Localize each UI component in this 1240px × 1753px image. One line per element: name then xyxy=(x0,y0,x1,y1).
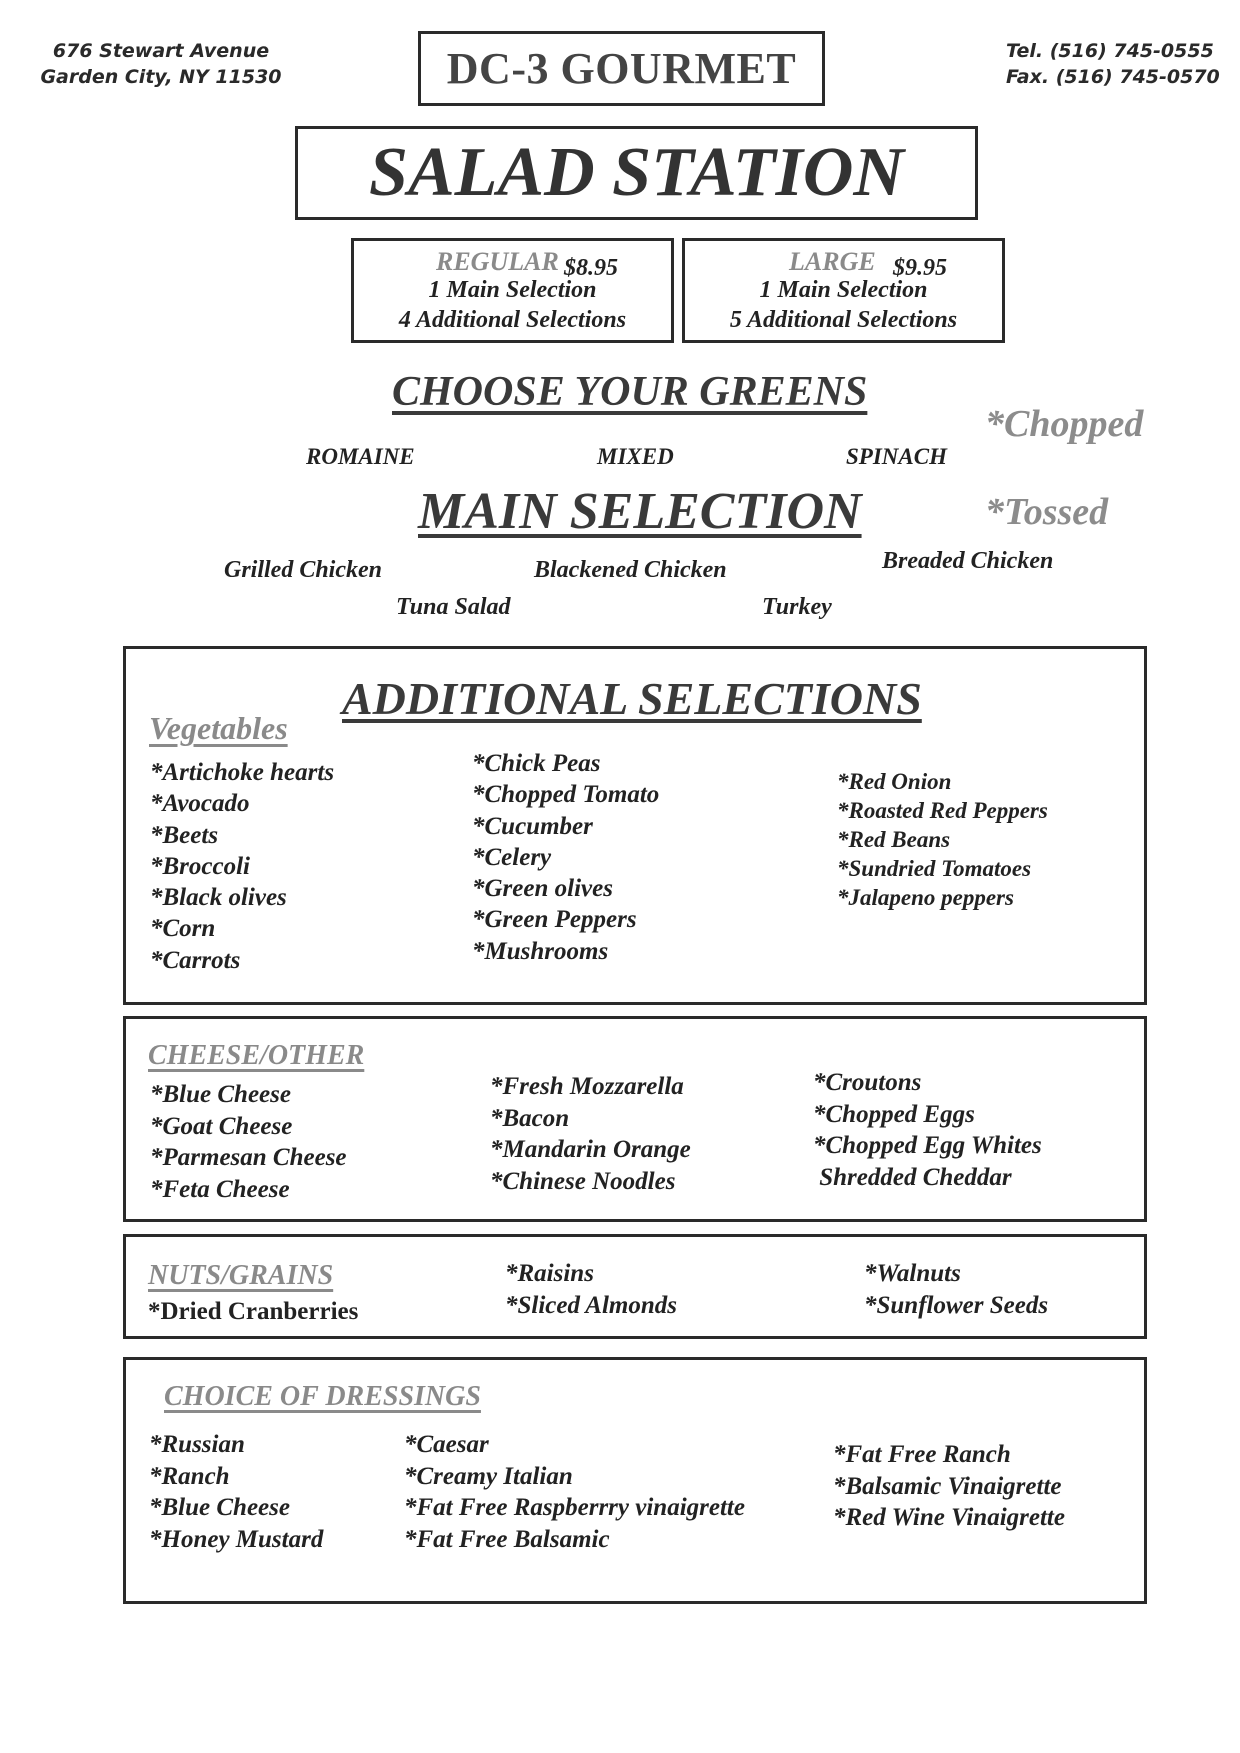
list-item: *Bacon xyxy=(490,1104,570,1132)
list-item: *Chinese Noodles xyxy=(490,1167,676,1195)
address-line-1: 676 Stewart Avenue xyxy=(52,40,270,62)
list-item: *Artichoke hearts xyxy=(150,759,335,786)
title-box xyxy=(295,126,978,220)
page-title: SALAD STATION xyxy=(369,134,904,211)
list-item: *Carrots xyxy=(150,946,241,974)
vegetables-column-2 xyxy=(472,748,659,967)
list-item: *Chopped Eggs xyxy=(813,1100,975,1128)
list-item: *Celery xyxy=(472,843,552,871)
list-item: *Raisins xyxy=(505,1260,594,1287)
nuts-grains-label: NUTS/GRAINS xyxy=(148,1260,334,1291)
list-item: *Walnuts xyxy=(864,1260,961,1287)
size-main-count: 1 Main Selection xyxy=(428,277,597,303)
cheese-column-2 xyxy=(490,1071,691,1197)
list-item: *Honey Mustard xyxy=(149,1525,324,1553)
size-price: $9.95 xyxy=(893,255,947,281)
list-item: *Green Peppers xyxy=(472,906,637,934)
list-item: *Chopped Egg Whites xyxy=(813,1132,1042,1159)
greens-heading: CHOOSE YOUR GREENS xyxy=(392,369,868,415)
main-option: Turkey xyxy=(762,594,832,620)
list-item: *Roasted Red Peppers xyxy=(837,798,1048,823)
dressings-column-1 xyxy=(149,1429,323,1555)
green-option: SPINACH xyxy=(846,444,947,469)
dressings-column-3 xyxy=(833,1439,1065,1534)
list-item: *Jalapeno peppers xyxy=(837,885,1014,910)
vegetables-column-3 xyxy=(837,767,1048,912)
size-additional-count: 4 Additional Selections xyxy=(398,307,627,333)
list-item: *Fat Free Ranch xyxy=(833,1441,1011,1468)
list-item: Shredded Cheddar xyxy=(813,1163,1012,1191)
tel-number: Tel. (516) 745-0555 xyxy=(1006,40,1214,62)
address-line-2: Garden City, NY 11530 xyxy=(40,66,282,88)
list-item: *Mushrooms xyxy=(472,937,609,965)
address-block xyxy=(26,38,296,90)
green-option: ROMAINE xyxy=(306,444,415,469)
nuts-column-2 xyxy=(505,1258,677,1321)
list-item: *Ranch xyxy=(149,1462,230,1490)
list-item: *Goat Cheese xyxy=(150,1112,293,1140)
vegetables-column-1 xyxy=(150,757,334,976)
dressings-label: CHOICE OF DRESSINGS xyxy=(164,1381,481,1412)
list-item: *Fat Free Raspberrry vinaigrette xyxy=(404,1494,745,1521)
dressings-column-2 xyxy=(404,1429,745,1555)
list-item: *Chopped Tomato xyxy=(472,781,660,809)
list-item: *Fresh Mozzarella xyxy=(490,1073,684,1100)
list-item: *Blue Cheese xyxy=(150,1081,291,1108)
list-item: *Red Beans xyxy=(837,827,951,852)
cheese-column-1 xyxy=(150,1079,347,1205)
list-item: *Sliced Almonds xyxy=(505,1291,678,1319)
list-item: *Red Wine Vinaigrette xyxy=(833,1504,1065,1531)
list-item: *Cucumber xyxy=(472,812,593,840)
main-option: Breaded Chicken xyxy=(882,548,1054,574)
brand-box xyxy=(418,31,825,106)
list-item: *Green olives xyxy=(472,875,613,903)
list-item: *Blue Cheese xyxy=(149,1494,290,1521)
list-item: *Feta Cheese xyxy=(150,1175,290,1203)
list-item: *Chick Peas xyxy=(472,750,601,777)
list-item: *Corn xyxy=(150,915,216,943)
list-item: *Avocado xyxy=(150,790,250,818)
main-selection-heading: MAIN SELECTION xyxy=(418,483,862,540)
list-item: *Creamy Italian xyxy=(404,1462,573,1490)
main-option: Tuna Salad xyxy=(396,594,511,620)
list-item: *Russian xyxy=(149,1431,245,1458)
fax-number: Fax. (516) 745-0570 xyxy=(1006,66,1220,88)
list-item: *Broccoli xyxy=(150,852,250,880)
vegetables-label: Vegetables xyxy=(149,710,288,746)
list-item: *Fat Free Balsamic xyxy=(404,1525,610,1553)
prep-note-chopped: *Chopped xyxy=(985,403,1144,445)
size-option-large xyxy=(682,238,1005,343)
additional-selections-heading: ADDITIONAL SELECTIONS xyxy=(342,673,922,724)
brand-name: DC-3 GOURMET xyxy=(446,44,797,93)
nuts-column-1 xyxy=(148,1296,358,1328)
contact-block xyxy=(1006,38,1240,90)
list-item: *Beets xyxy=(150,821,219,849)
cheese-other-label: CHEESE/OTHER xyxy=(148,1040,365,1071)
size-label: LARGE xyxy=(789,247,876,276)
prep-note-tossed: *Tossed xyxy=(985,491,1109,533)
nuts-column-3 xyxy=(864,1258,1048,1321)
list-item: *Dried Cranberries xyxy=(148,1298,359,1325)
list-item: *Red Onion xyxy=(837,769,952,794)
list-item: *Mandarin Orange xyxy=(490,1136,691,1163)
green-option: MIXED xyxy=(597,444,674,469)
size-label: REGULAR xyxy=(436,247,559,276)
size-option-regular xyxy=(351,238,674,343)
cheese-column-3 xyxy=(813,1067,1042,1193)
main-option: Grilled Chicken xyxy=(224,557,383,583)
list-item: *Balsamic Vinaigrette xyxy=(833,1472,1062,1500)
list-item: *Caesar xyxy=(404,1431,489,1458)
size-main-count: 1 Main Selection xyxy=(759,277,928,303)
size-additional-count: 5 Additional Selections xyxy=(729,307,958,333)
main-option: Blackened Chicken xyxy=(534,557,727,583)
list-item: *Sunflower Seeds xyxy=(864,1291,1049,1319)
list-item: *Croutons xyxy=(813,1069,922,1096)
list-item: *Black olives xyxy=(150,884,287,912)
size-price: $8.95 xyxy=(564,255,618,281)
list-item: *Parmesan Cheese xyxy=(150,1144,347,1171)
list-item: *Sundried Tomatoes xyxy=(837,856,1032,881)
